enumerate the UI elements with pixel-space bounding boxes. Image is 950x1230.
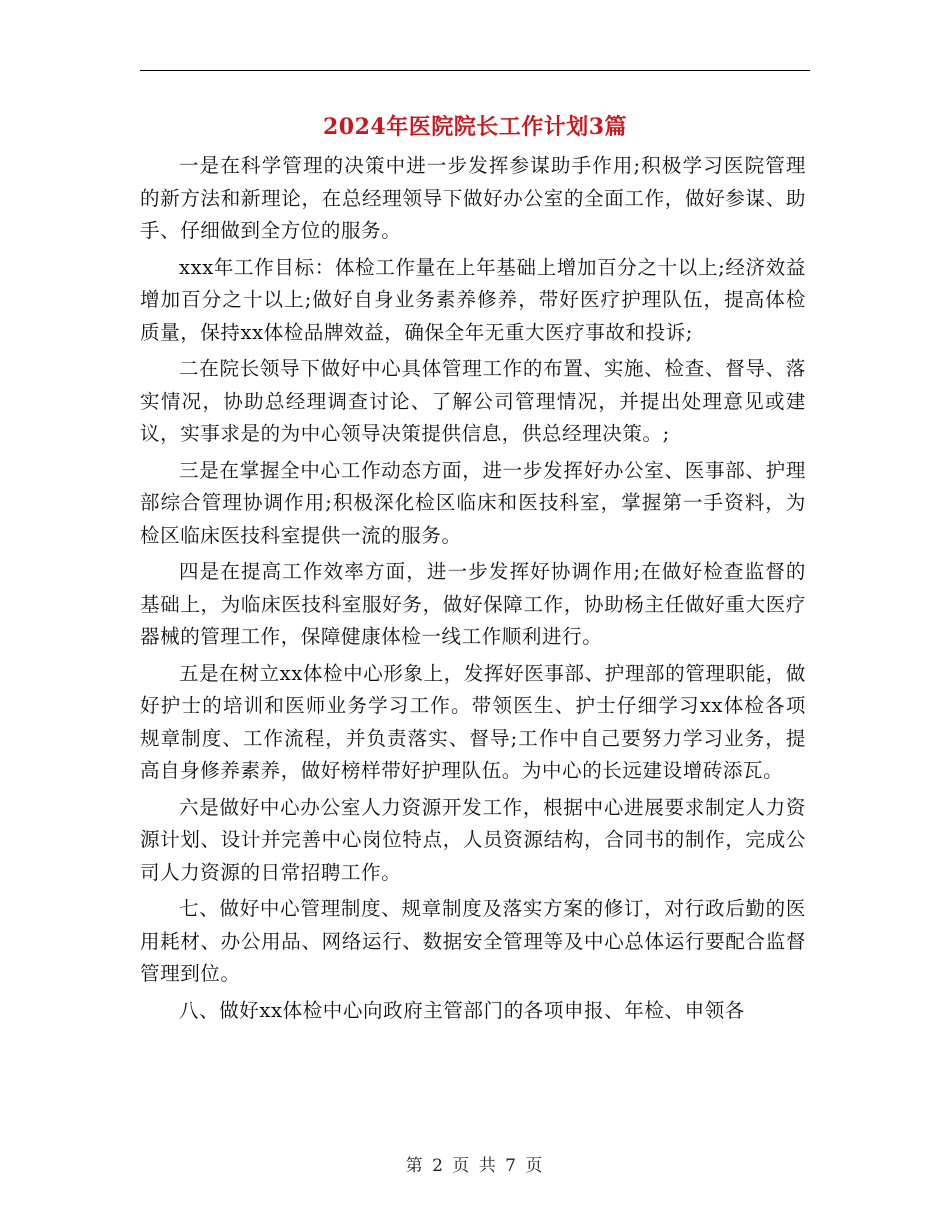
document-title: 2024年医院院长工作计划3篇 xyxy=(322,114,628,140)
paragraph: 六是做好中心办公室人力资源开发工作，根据中心进展要求制定人力资源计划、设计并完善中心岗位特点，人员资源结构，合同书的制作，完成公司人力资源的日常招聘工作。 xyxy=(140,795,806,884)
document-body xyxy=(140,150,806,1031)
paragraph: xxx年工作目标：体检工作量在上年基础上增加百分之十以上;经济效益增加百分之十以上;做好自身业务素养修养，带好医疗护理队伍，提高体检质量，保持xx体检品牌效益，确保全年无重大医疗事故和投诉; xyxy=(140,255,806,344)
paragraph: 一是在科学管理的决策中进一步发挥参谋助手作用;积极学习医院管理的新方法和新理论，在总经理领导下做好办公室的全面工作，做好参谋、助手、仔细做到全方位的服务。 xyxy=(140,154,806,242)
paragraph: 五是在树立xx体检中心形象上，发挥好医事部、护理部的管理职能，做好护士的培训和医师业务学习工作。带领医生、护士仔细学习xx体检各项规章制度、工作流程，并负责落实、督导;工作中自己要努力学习业务，提高自身修养素养，做好榜样带好护理队伍。为中心的长远建设增砖添瓦。 xyxy=(140,661,806,782)
paragraph: 八、做好xx体检中心向政府主管部门的各项申报、年检、申领各 xyxy=(179,998,745,1022)
header-rule xyxy=(140,70,810,71)
paragraph: 七、做好中心管理制度、规章制度及落实方案的修订，对行政后勤的医用耗材、办公用品、网络运行、数据安全管理等及中心总体运行要配合监督管理到位。 xyxy=(140,897,806,985)
paragraph: 四是在提高工作效率方面，进一步发挥好协调作用;在做好检查监督的基础上，为临床医技科室服好务，做好保障工作，协助杨主任做好重大医疗器械的管理工作，保障健康体检一线工作顺利进行。 xyxy=(140,560,806,648)
page-number-footer: 第 2 页 共 7 页 xyxy=(405,1156,545,1176)
paragraph: 三是在掌握全中心工作动态方面，进一步发挥好办公室、医事部、护理部综合管理协调作用;积极深化检区临床和医技科室，掌握第一手资料，为检区临床医技科室提供一流的服务。 xyxy=(140,458,806,547)
paragraph: 二在院长领导下做好中心具体管理工作的布置、实施、检查、督导、落实情况，协助总经理调查讨论、了解公司管理情况，并提出处理意见或建议，实事求是的为中心领导决策提供信息，供总经理决策。; xyxy=(140,357,806,445)
